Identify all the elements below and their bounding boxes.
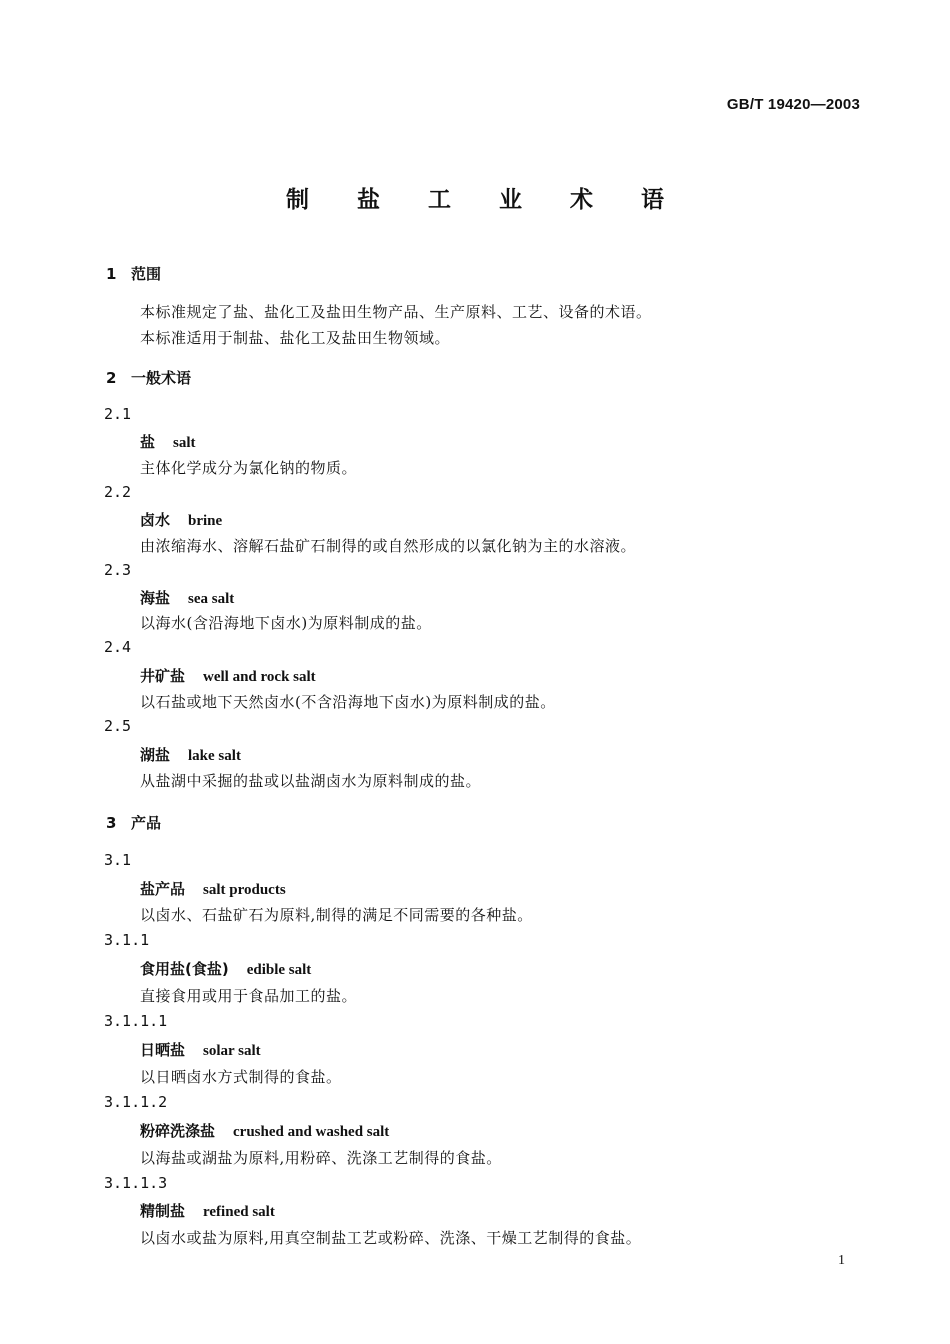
page-number: 1 — [838, 1253, 845, 1268]
section-title: 范围 — [131, 265, 162, 283]
section-number: 1 — [106, 265, 117, 283]
clause-number: 2.2 — [104, 483, 132, 501]
term-en: brine — [188, 513, 223, 529]
term-zh: 湖盐 — [140, 746, 171, 764]
term-definition: 以海水(含沿海地下卤水)为原料制成的盐。 — [140, 614, 432, 632]
term-entry — [140, 665, 316, 686]
term-en: lake salt — [188, 748, 241, 764]
clause-number: 3.1 — [104, 851, 132, 869]
term-definition: 以卤水、石盐矿石为原料,制得的满足不同需要的各种盐。 — [140, 906, 533, 924]
term-definition: 以石盐或地下天然卤水(不含沿海地下卤水)为原料制成的盐。 — [140, 693, 556, 711]
term-en: crushed and washed salt — [233, 1124, 390, 1140]
term-zh: 盐产品 — [140, 880, 186, 898]
section-number: 3 — [106, 814, 117, 832]
section-2-heading — [106, 367, 191, 388]
term-entry — [140, 1120, 389, 1141]
section-3-heading — [106, 812, 161, 833]
term-definition: 从盐湖中采掘的盐或以盐湖卤水为原料制成的盐。 — [140, 772, 482, 790]
term-definition: 以卤水或盐为原料,用真空制盐工艺或粉碎、洗涤、干燥工艺制得的食盐。 — [140, 1229, 642, 1247]
term-zh: 精制盐 — [140, 1202, 186, 1220]
clause-number: 2.5 — [104, 717, 132, 735]
clause-number: 3.1.1 — [104, 931, 150, 949]
clause-number: 2.4 — [104, 638, 132, 656]
term-en: solar salt — [203, 1043, 261, 1059]
term-en: sea salt — [188, 591, 235, 607]
term-zh: 井矿盐 — [140, 667, 186, 685]
section-number: 2 — [106, 369, 117, 387]
term-entry — [140, 878, 286, 899]
term-zh: 食用盐(食盐) — [140, 960, 229, 978]
term-entry — [140, 587, 234, 608]
clause-number: 2.1 — [104, 405, 132, 423]
term-zh: 粉碎洗涤盐 — [140, 1122, 216, 1140]
term-entry — [140, 958, 311, 979]
term-entry — [140, 431, 196, 452]
term-zh: 盐 — [140, 433, 156, 451]
term-en: well and rock salt — [203, 669, 316, 685]
term-en: salt products — [203, 882, 286, 898]
term-entry — [140, 744, 241, 765]
document-title: 制 盐 工 业 术 语 — [285, 187, 685, 213]
term-definition: 由浓缩海水、溶解石盐矿石制得的或自然形成的以氯化钠为主的水溶液。 — [140, 537, 637, 555]
clause-number: 3.1.1.1 — [104, 1012, 168, 1030]
section-title: 一般术语 — [131, 369, 192, 387]
term-zh: 海盐 — [140, 589, 171, 607]
clause-number: 2.3 — [104, 561, 132, 579]
term-zh: 日晒盐 — [140, 1041, 186, 1059]
term-definition: 以日晒卤水方式制得的食盐。 — [140, 1068, 342, 1086]
term-zh: 卤水 — [140, 511, 171, 529]
term-definition: 主体化学成分为氯化钠的物质。 — [140, 459, 358, 477]
term-en: salt — [173, 435, 196, 451]
clause-number: 3.1.1.3 — [104, 1174, 168, 1192]
term-entry — [140, 1039, 261, 1060]
scope-paragraph-2: 本标准适用于制盐、盐化工及盐田生物领域。 — [140, 329, 451, 347]
standard-code: GB/T 19420—2003 — [726, 96, 860, 113]
section-1-heading — [106, 263, 161, 284]
term-entry — [140, 1200, 275, 1221]
clause-number: 3.1.1.2 — [104, 1093, 168, 1111]
term-definition: 直接食用或用于食品加工的盐。 — [140, 987, 358, 1005]
section-title: 产品 — [131, 814, 162, 832]
scope-paragraph-1: 本标准规定了盐、盐化工及盐田生物产品、生产原料、工艺、设备的术语。 — [140, 303, 652, 321]
term-en: refined salt — [203, 1204, 275, 1220]
term-definition: 以海盐或湖盐为原料,用粉碎、洗涤工艺制得的食盐。 — [140, 1149, 502, 1167]
term-entry — [140, 509, 222, 530]
term-en: edible salt — [246, 962, 312, 978]
